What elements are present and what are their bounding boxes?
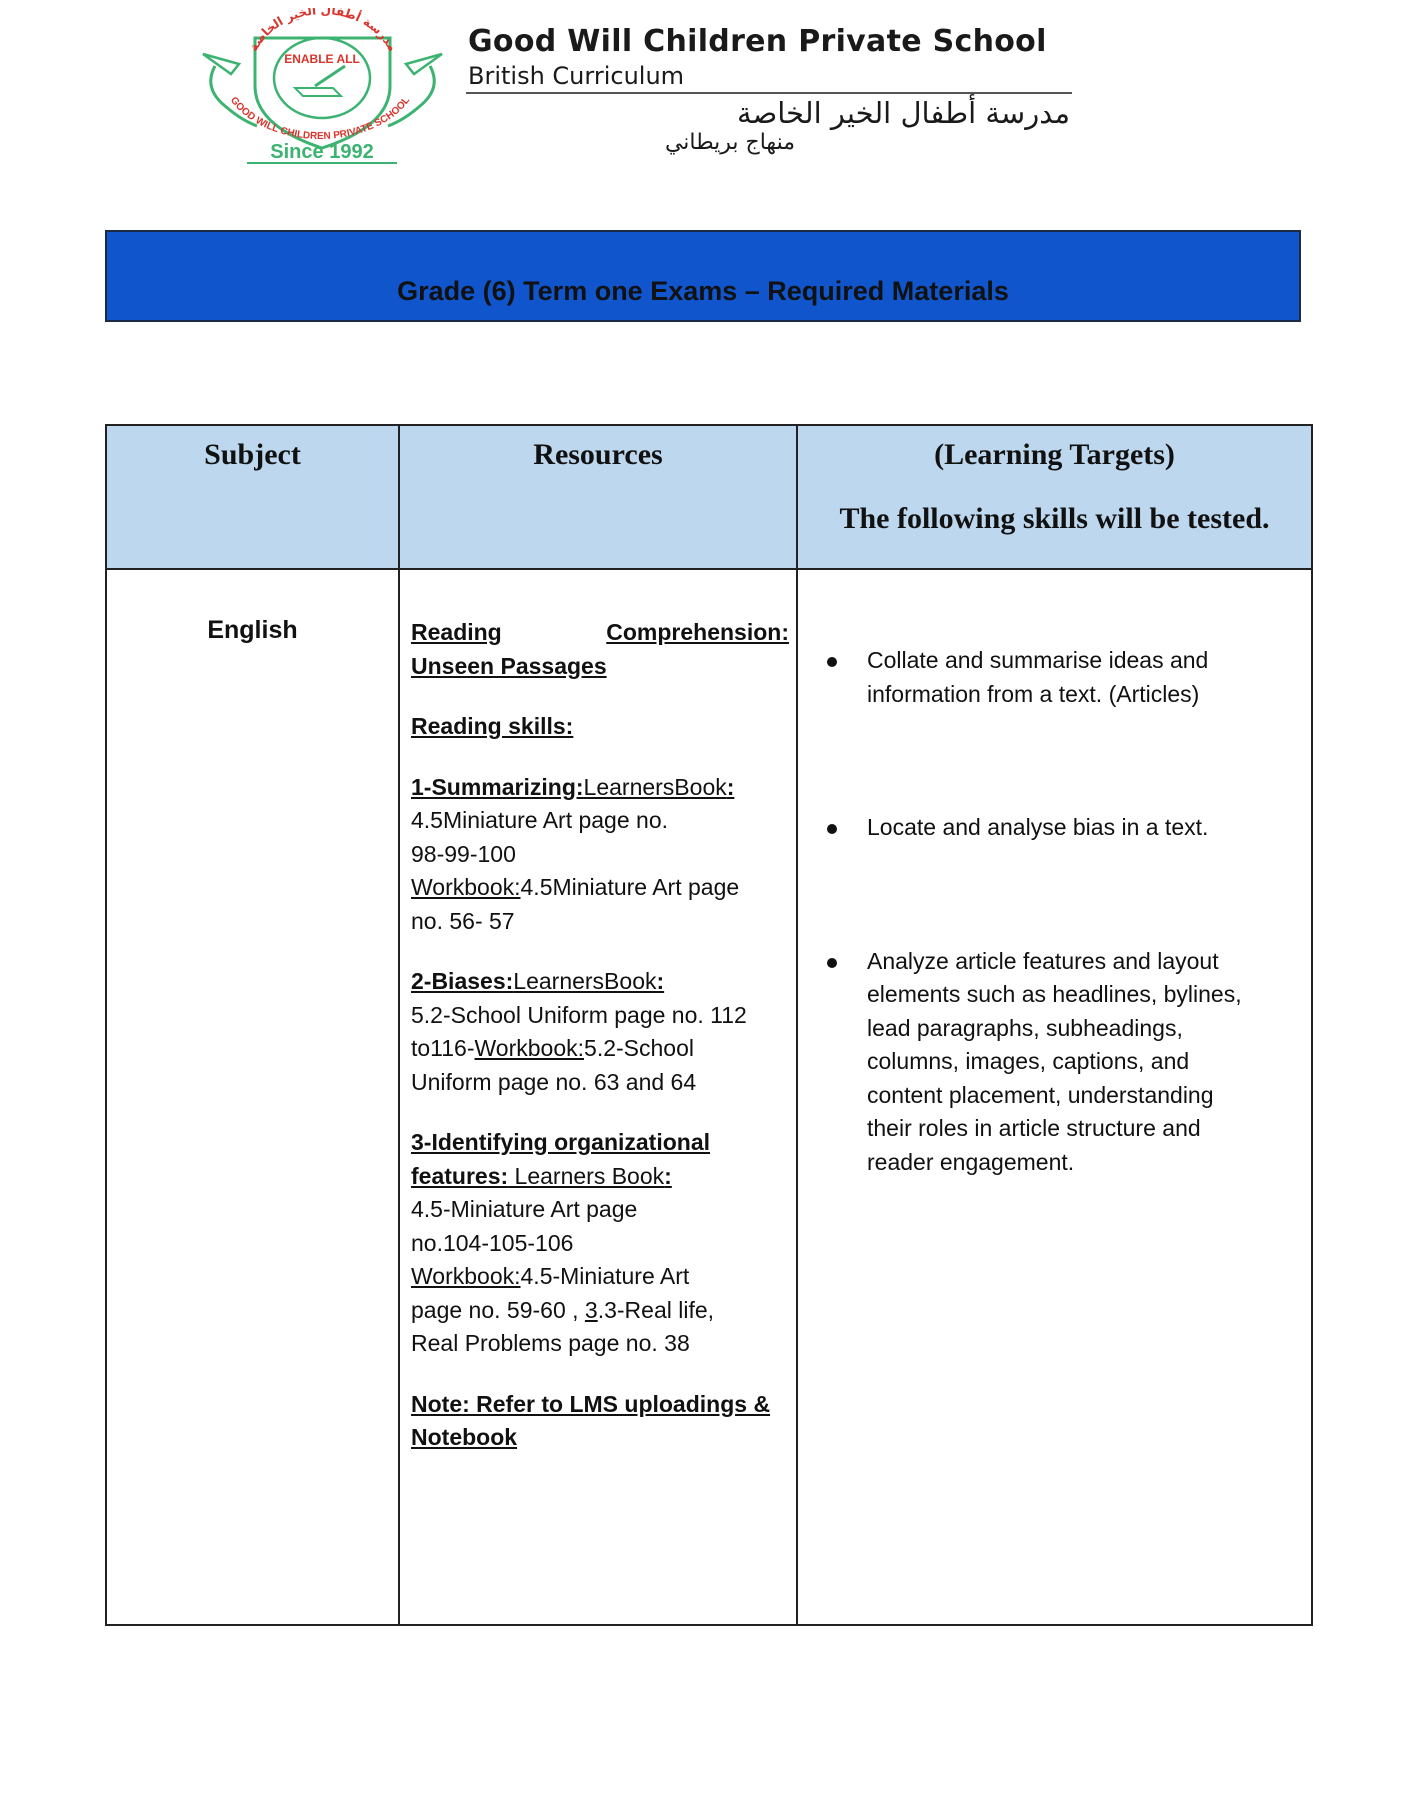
resource-note: Note: Refer to LMS uploadings & Notebook (411, 1390, 771, 1450)
column-divider (796, 426, 798, 1624)
header-subject: Subject (204, 438, 301, 471)
reading-comprehension-heading: Reading Comprehension: Unseen Passages (411, 619, 789, 679)
list-item: Analyze article features and layout elements such as headlines, bylines, lead paragraphs, subheadings, columns, images, captions, and content placement, understanding their roles in article structure and reader engagement. (807, 945, 1307, 1180)
svg-text:GOOD WILL CHILDREN PRIVATE SCH: GOOD WILL CHILDREN PRIVATE SCHOOL (227, 95, 413, 142)
learning-targets-list (807, 644, 1307, 1179)
school-name-en: Good Will Children Private School (468, 24, 1047, 59)
curriculum-en: British Curriculum (468, 62, 685, 90)
curriculum-ar: منهاج بريطاني (664, 130, 795, 155)
header-resources: Resources (533, 438, 663, 471)
svg-text:ENABLE ALL: ENABLE ALL (284, 52, 360, 66)
header-learning-targets: (Learning Targets) (934, 438, 1175, 471)
reading-skills-heading: Reading skills: (411, 713, 574, 739)
list-item: Collate and summarise ideas and information from a text. (Articles) (807, 644, 1307, 711)
column-divider (398, 426, 400, 1624)
page-title: Grade (6) Term one Exams – Required Materials (397, 276, 1009, 306)
subject-cell: English (207, 616, 298, 644)
school-logo (195, 8, 450, 168)
bullet-icon (827, 657, 837, 667)
bullet-icon (827, 824, 837, 834)
header-divider-line (107, 568, 1311, 570)
resource-biases: 2-Biases:LearnersBook: 5.2-School Uniform page no. 112 to116-Workbook:5.2-School Uniform page no. 63 and 64 (411, 968, 747, 1095)
header-divider (466, 92, 1072, 94)
bullet-icon (827, 958, 837, 968)
school-name-ar: مدرسة أطفال الخير الخاصة (737, 96, 1070, 130)
svg-text:مدرسة أطفال الخير الخاصة: مدرسة أطفال الخير الخاصة (246, 8, 400, 54)
resource-summarizing: 1-Summarizing:LearnersBook: 4.5Miniature Art page no. 98-99-100 Workbook:4.5Miniature Art page no. 56- 57 (411, 773, 740, 934)
header-skills-tested: The following skills will be tested. (839, 502, 1270, 535)
resources-cell (411, 616, 789, 1482)
title-banner (105, 230, 1301, 322)
materials-table (105, 424, 1313, 1626)
school-crest-icon (195, 8, 450, 168)
list-item: Locate and analyse bias in a text. (807, 811, 1307, 845)
resource-organizational-features: 3-Identifying organizational features: Learners Book: 4.5-Miniature Art page no.104-105-106 Workbook:4.5-Miniature Art page no. 59-60 , 3.3-Real life, Real Problems page no. 38 (411, 1129, 715, 1356)
svg-text:Since 1992: Since 1992 (270, 141, 374, 163)
